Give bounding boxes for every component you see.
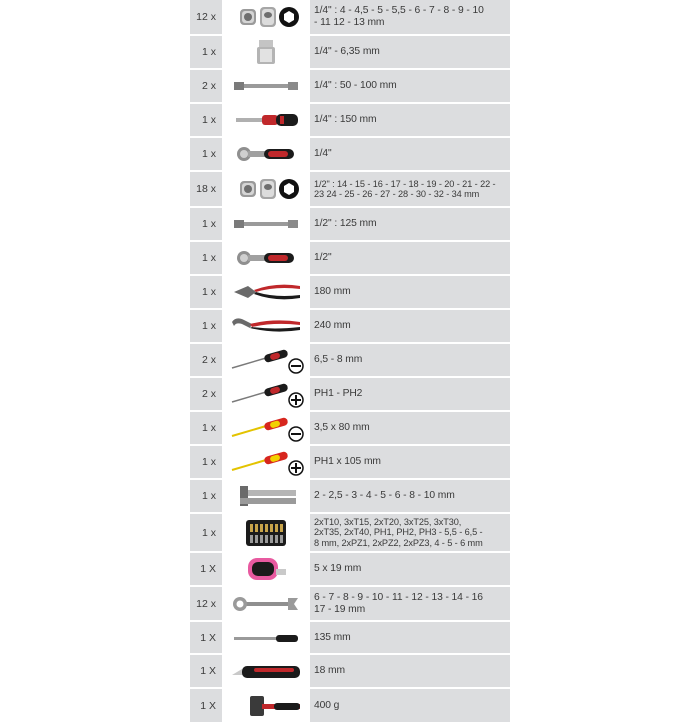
combination-wrench-icon xyxy=(224,587,308,620)
ratchet-icon xyxy=(224,138,308,170)
quantity-cell: 1 X xyxy=(190,553,222,585)
table-row xyxy=(190,344,510,376)
spec-cell xyxy=(310,138,510,170)
spec-cell xyxy=(310,276,510,308)
spec-text: 2xT10, 3xT15, 2xT20, 3xT25, 3xT30, 2xT35, 2xT40, PH1, PH2, PH3 - 5,5 - 6,5 - 8 mm, 2xPZ1, 2xPZ2, 2xPZ3, 4 - 5 - 6 mm xyxy=(314,516,483,548)
spec-cell xyxy=(310,242,510,274)
table-row xyxy=(190,70,510,102)
spec-text: PH1 - PH2 xyxy=(314,388,363,399)
quantity-cell: 1 x xyxy=(190,514,222,551)
table-row xyxy=(190,138,510,170)
quantity-cell: 1 x xyxy=(190,208,222,240)
quantity-cell: 1 X xyxy=(190,622,222,653)
spec-cell xyxy=(310,378,510,410)
quantity-cell: 12 x xyxy=(190,0,222,34)
spec-text: 1/4" : 50 - 100 mm xyxy=(314,80,397,91)
table-row xyxy=(190,242,510,274)
spec-text: 180 mm xyxy=(314,286,351,297)
table-row xyxy=(190,208,510,240)
spec-text: PH1 x 105 mm xyxy=(314,456,381,467)
table-row xyxy=(190,310,510,342)
spec-cell xyxy=(310,480,510,512)
spec-text: 6 - 7 - 8 - 9 - 10 - 11 - 12 - 13 - 14 - 16 17 - 19 mm xyxy=(314,591,483,615)
tool-list-table xyxy=(190,0,510,712)
spec-cell xyxy=(310,0,510,34)
spec-cell xyxy=(310,514,510,551)
table-row xyxy=(190,480,510,512)
spec-text: 400 g xyxy=(314,699,340,711)
vde-slotted-screwdriver-icon xyxy=(224,412,308,444)
quantity-cell: 2 x xyxy=(190,344,222,376)
spec-cell xyxy=(310,70,510,102)
spec-text: 135 mm xyxy=(314,631,351,643)
spec-text: 5 x 19 mm xyxy=(314,563,362,574)
table-row xyxy=(190,276,510,308)
spec-cell xyxy=(310,446,510,478)
spec-text: 1/2" xyxy=(314,252,332,263)
table-row xyxy=(190,36,510,68)
water-pump-pliers-icon xyxy=(224,310,308,342)
quantity-cell: 1 X xyxy=(190,655,222,687)
spec-cell xyxy=(310,344,510,376)
quantity-cell: 12 x xyxy=(190,587,222,620)
vde-phillips-screwdriver-icon xyxy=(224,446,308,478)
extension-bar-icon xyxy=(224,208,308,240)
quantity-cell: 1 x xyxy=(190,104,222,136)
quantity-cell: 1 x xyxy=(190,276,222,308)
quantity-cell: 1 x xyxy=(190,446,222,478)
spec-text: 6,5 - 8 mm xyxy=(314,354,363,365)
spec-text: 2 - 2,5 - 3 - 4 - 5 - 6 - 8 - 10 mm xyxy=(314,490,455,501)
spec-text: 1/4" : 4 - 4,5 - 5 - 5,5 - 6 - 7 - 8 - 9 - 10 - 11 12 - 13 mm xyxy=(314,5,484,28)
hex-key-set-icon xyxy=(224,480,308,512)
table-row xyxy=(190,172,510,206)
spec-text: 1/4" xyxy=(314,148,332,159)
quantity-cell: 1 x xyxy=(190,480,222,512)
quantity-cell: 1 x xyxy=(190,138,222,170)
spec-cell xyxy=(310,310,510,342)
table-row xyxy=(190,553,510,585)
spinner-handle-icon xyxy=(224,104,308,136)
spec-text: 1/4" : 150 mm xyxy=(314,114,377,125)
quantity-cell: 1 X xyxy=(190,689,222,722)
sockets-hex-icon xyxy=(224,0,308,34)
ratchet-icon xyxy=(224,242,308,274)
spec-cell xyxy=(310,587,510,620)
spec-cell xyxy=(310,553,510,585)
extension-bar-icon xyxy=(224,70,308,102)
spec-text: 240 mm xyxy=(314,320,351,331)
spec-cell xyxy=(310,172,510,206)
spec-cell xyxy=(310,104,510,136)
table-row xyxy=(190,689,510,722)
spec-text: 18 mm xyxy=(314,665,345,676)
spec-text: 1/2" : 125 mm xyxy=(314,218,377,229)
table-row xyxy=(190,446,510,478)
table-row xyxy=(190,0,510,34)
cutting-pliers-icon xyxy=(224,276,308,308)
quantity-cell: 1 x xyxy=(190,310,222,342)
table-row xyxy=(190,622,510,653)
quantity-cell: 18 x xyxy=(190,172,222,206)
table-row xyxy=(190,514,510,551)
slotted-screwdriver-icon xyxy=(224,344,308,376)
sockets-hex-icon xyxy=(224,172,308,206)
cutter-knife-icon xyxy=(224,655,308,687)
phillips-screwdriver-icon xyxy=(224,378,308,410)
quantity-cell: 2 x xyxy=(190,378,222,410)
spec-cell xyxy=(310,689,510,722)
table-row xyxy=(190,378,510,410)
spec-text: 1/4" - 6,35 mm xyxy=(314,46,380,57)
telescopic-magnet-icon xyxy=(224,622,308,653)
quantity-cell: 1 x xyxy=(190,242,222,274)
bit-box-icon xyxy=(224,514,308,551)
quantity-cell: 1 x xyxy=(190,412,222,444)
tape-measure-icon xyxy=(224,553,308,585)
table-row xyxy=(190,655,510,687)
quantity-cell: 2 x xyxy=(190,70,222,102)
spec-cell xyxy=(310,412,510,444)
quantity-cell: 1 x xyxy=(190,36,222,68)
spec-cell xyxy=(310,622,510,653)
spec-cell xyxy=(310,655,510,687)
bit-adapter-icon xyxy=(224,36,308,68)
table-row xyxy=(190,104,510,136)
spec-cell xyxy=(310,208,510,240)
table-row xyxy=(190,412,510,444)
spec-cell xyxy=(310,36,510,68)
table-row xyxy=(190,587,510,620)
spec-text: 3,5 x 80 mm xyxy=(314,422,370,433)
hammer-icon xyxy=(224,689,308,722)
spec-text: 1/2" : 14 - 15 - 16 - 17 - 18 - 19 - 20 - 21 - 22 - 23 24 - 25 - 26 - 27 - 28 - 30 - 32 - 34 mm xyxy=(314,178,496,199)
